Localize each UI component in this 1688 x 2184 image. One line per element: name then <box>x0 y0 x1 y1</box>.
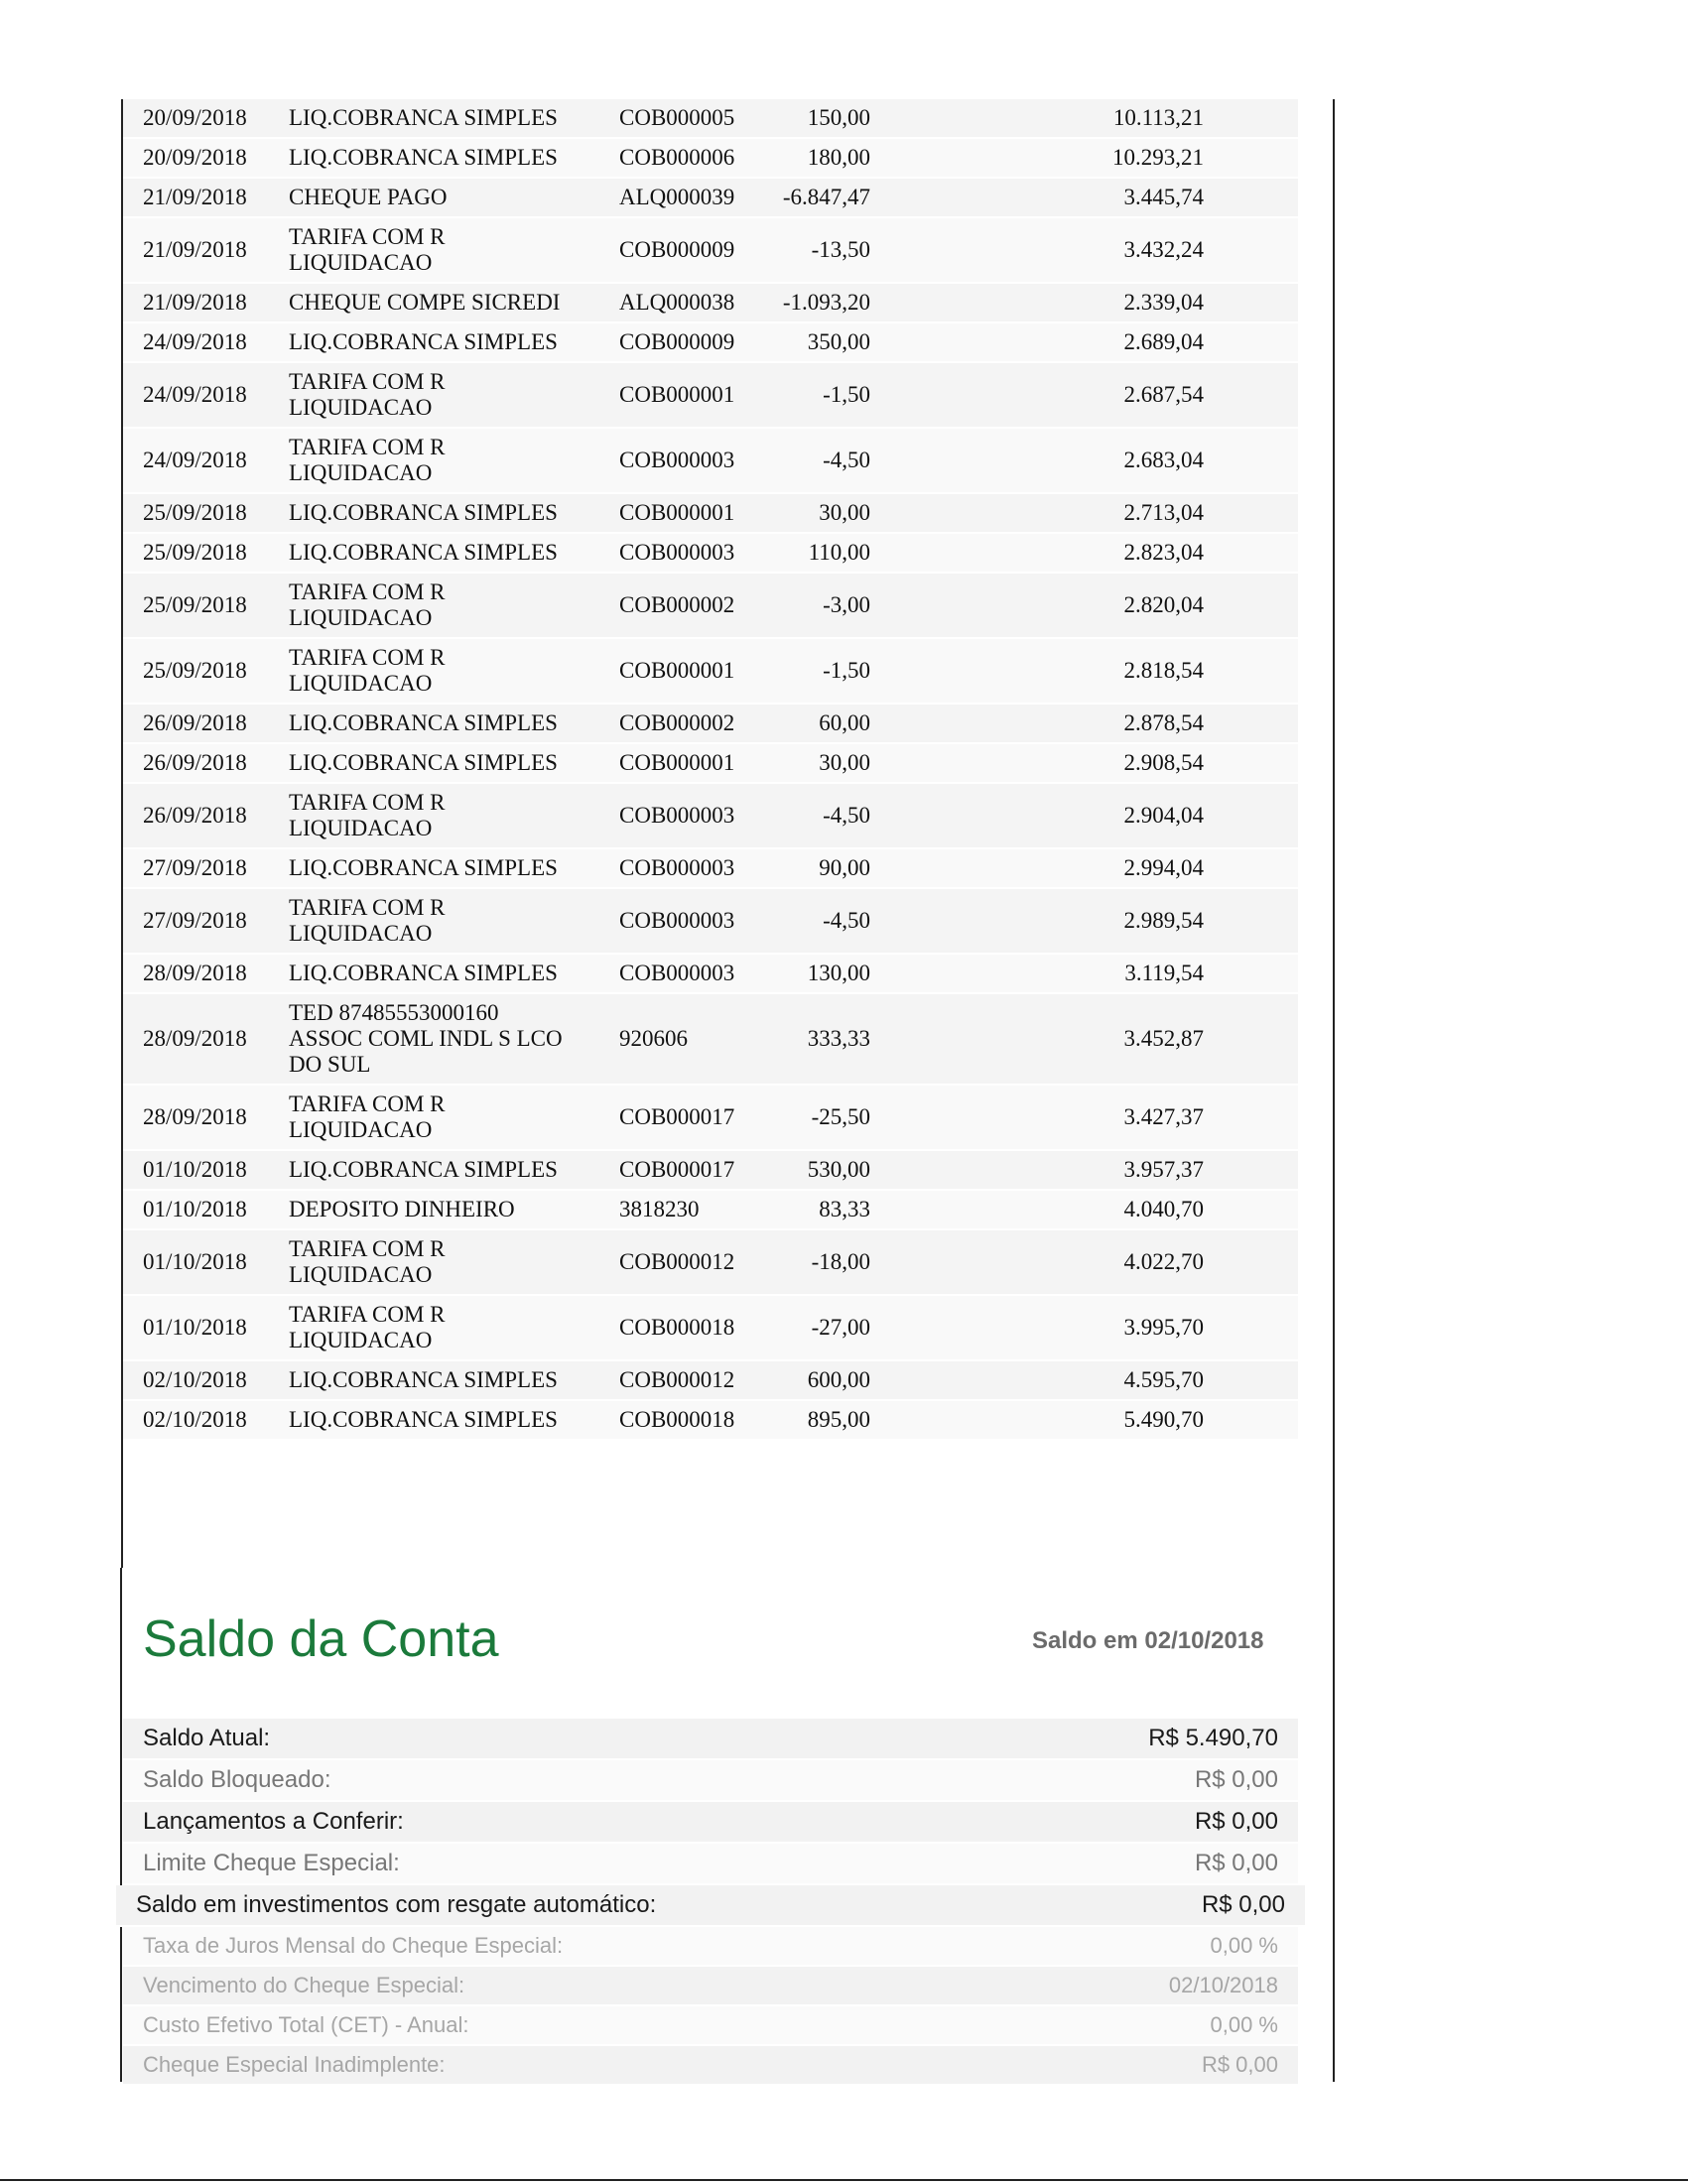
row-balance: 3.445,74 <box>1123 185 1204 209</box>
row-document: COB000003 <box>619 855 735 880</box>
row-value: 150,00 <box>807 105 870 130</box>
row-description-line: DEPOSITO DINHEIRO <box>289 1197 515 1221</box>
row-value: -25,50 <box>811 1104 870 1129</box>
row-value: 60,00 <box>819 710 870 735</box>
row-date: 02/10/2018 <box>143 1367 247 1392</box>
table-row <box>123 955 1298 994</box>
bottom-border <box>0 2179 1688 2181</box>
row-description-line: TARIFA COM R <box>289 1092 446 1116</box>
row-document: COB000012 <box>619 1367 735 1392</box>
table-row <box>123 429 1298 494</box>
row-document: COB000018 <box>619 1315 735 1340</box>
table-row <box>123 784 1298 849</box>
table-row <box>123 323 1298 363</box>
row-balance: 3.452,87 <box>1123 1026 1204 1051</box>
row-value: 895,00 <box>807 1407 870 1432</box>
row-description-line: LIQUIDACAO <box>289 605 433 630</box>
row-value: -4,50 <box>823 803 870 828</box>
row-description-line: TARIFA COM R <box>289 790 446 815</box>
row-document: COB000017 <box>619 1157 735 1182</box>
row-value: -13,50 <box>811 237 870 262</box>
row-description-line: LIQUIDACAO <box>289 1117 433 1142</box>
summary-label: Taxa de Juros Mensal do Cheque Especial: <box>143 1933 564 1958</box>
summary-label: Saldo Bloqueado: <box>143 1766 331 1793</box>
transactions-table <box>123 99 1298 1441</box>
row-description-line: TARIFA COM R <box>289 435 446 459</box>
row-description <box>289 855 619 881</box>
table-row <box>123 744 1298 784</box>
row-balance: 3.432,24 <box>1123 237 1204 262</box>
right-border <box>1333 99 1335 2082</box>
summary-row <box>123 1844 1298 1885</box>
table-row <box>123 639 1298 705</box>
row-document: COB000006 <box>619 145 735 170</box>
table-row <box>123 705 1298 744</box>
row-date: 28/09/2018 <box>143 1104 247 1129</box>
row-document: COB000001 <box>619 750 735 775</box>
row-document: 3818230 <box>619 1197 700 1221</box>
row-description <box>289 1407 619 1433</box>
row-value: 83,33 <box>819 1197 870 1221</box>
row-value: 130,00 <box>807 961 870 985</box>
row-document: COB000012 <box>619 1249 735 1274</box>
saldo-date-label: Saldo em 02/10/2018 <box>1032 1627 1264 1654</box>
row-description-line: LIQ.COBRANCA SIMPLES <box>289 961 558 985</box>
row-description-line: CHEQUE COMPE SICREDI <box>289 290 561 315</box>
row-document: COB000009 <box>619 237 735 262</box>
row-date: 21/09/2018 <box>143 185 247 209</box>
summary-label: Saldo em investimentos com resgate automático: <box>136 1891 657 1918</box>
row-balance: 3.957,37 <box>1123 1157 1204 1182</box>
row-description-line: LIQ.COBRANCA SIMPLES <box>289 145 558 170</box>
row-description <box>289 105 619 131</box>
row-document: COB000002 <box>619 710 735 735</box>
row-description-line: LIQUIDACAO <box>289 460 433 485</box>
saldo-summary <box>123 1719 1298 2086</box>
row-value: -4,50 <box>823 448 870 472</box>
row-balance: 2.904,04 <box>1123 803 1204 828</box>
table-row <box>123 179 1298 218</box>
row-description <box>289 750 619 776</box>
saldo-title: Saldo da Conta <box>143 1610 499 1668</box>
row-date: 01/10/2018 <box>143 1197 247 1221</box>
row-description-line: LIQUIDACAO <box>289 671 433 696</box>
table-row <box>123 849 1298 889</box>
row-value: -27,00 <box>811 1315 870 1340</box>
row-date: 24/09/2018 <box>143 382 247 407</box>
row-balance: 3.427,37 <box>1123 1104 1204 1129</box>
row-description-line: TED 87485553000160 <box>289 1000 499 1025</box>
table-row <box>123 1361 1298 1401</box>
row-description <box>289 500 619 526</box>
row-date: 02/10/2018 <box>143 1407 247 1432</box>
row-description <box>289 710 619 736</box>
row-description-line: LIQUIDACAO <box>289 816 433 840</box>
row-document: COB000002 <box>619 592 735 617</box>
summary-value: 0,00 % <box>1210 1933 1278 1958</box>
row-description-line: DO SUL <box>289 1052 371 1077</box>
table-row <box>123 889 1298 955</box>
row-description <box>289 145 619 171</box>
row-date: 27/09/2018 <box>143 908 247 933</box>
row-date: 26/09/2018 <box>143 750 247 775</box>
row-balance: 2.823,04 <box>1123 540 1204 565</box>
row-description-line: LIQ.COBRANCA SIMPLES <box>289 750 558 775</box>
row-description-line: LIQUIDACAO <box>289 1262 433 1287</box>
row-date: 28/09/2018 <box>143 1026 247 1051</box>
row-document: COB000001 <box>619 382 735 407</box>
summary-row <box>123 2006 1298 2046</box>
table-row <box>123 1086 1298 1151</box>
summary-label: Custo Efetivo Total (CET) - Anual: <box>143 2012 469 2037</box>
row-description-line: TARIFA COM R <box>289 1302 446 1327</box>
row-description <box>289 645 619 697</box>
row-date: 20/09/2018 <box>143 105 247 130</box>
row-description <box>289 1302 619 1353</box>
row-description-line: LIQ.COBRANCA SIMPLES <box>289 500 558 525</box>
row-description <box>289 290 619 316</box>
row-date: 25/09/2018 <box>143 540 247 565</box>
row-document: COB000003 <box>619 448 735 472</box>
row-description <box>289 895 619 947</box>
table-row <box>123 1191 1298 1230</box>
row-document: COB000018 <box>619 1407 735 1432</box>
summary-value: R$ 0,00 <box>1194 1766 1278 1793</box>
row-date: 20/09/2018 <box>143 145 247 170</box>
row-value: 530,00 <box>807 1157 870 1182</box>
row-description-line: LIQ.COBRANCA SIMPLES <box>289 540 558 565</box>
row-document: COB000001 <box>619 500 735 525</box>
row-value: 110,00 <box>808 540 870 565</box>
row-description <box>289 435 619 486</box>
summary-row <box>123 1927 1298 1967</box>
row-description-line: LIQUIDACAO <box>289 395 433 420</box>
row-balance: 2.687,54 <box>1123 382 1204 407</box>
row-description-line: TARIFA COM R <box>289 895 446 920</box>
row-description-line: TARIFA COM R <box>289 1236 446 1261</box>
row-description <box>289 1092 619 1143</box>
summary-value: R$ 0,00 <box>1194 1850 1278 1876</box>
row-value: 333,33 <box>807 1026 870 1051</box>
row-balance: 4.040,70 <box>1123 1197 1204 1221</box>
row-document: COB000003 <box>619 540 735 565</box>
row-date: 24/09/2018 <box>143 329 247 354</box>
row-document: COB000003 <box>619 961 735 985</box>
row-value: 30,00 <box>819 500 870 525</box>
row-description <box>289 1197 619 1222</box>
row-date: 24/09/2018 <box>143 448 247 472</box>
row-description-line: LIQ.COBRANCA SIMPLES <box>289 855 558 880</box>
row-description-line: LIQUIDACAO <box>289 921 433 946</box>
summary-value: R$ 0,00 <box>1194 1808 1278 1835</box>
row-balance: 2.683,04 <box>1123 448 1204 472</box>
row-description <box>289 540 619 566</box>
row-date: 01/10/2018 <box>143 1249 247 1274</box>
summary-row <box>123 1802 1298 1844</box>
row-description <box>289 790 619 841</box>
row-value: 90,00 <box>819 855 870 880</box>
summary-label: Saldo Atual: <box>143 1725 271 1751</box>
summary-label: Lançamentos a Conferir: <box>143 1808 404 1835</box>
row-date: 28/09/2018 <box>143 961 247 985</box>
row-description-line: LIQ.COBRANCA SIMPLES <box>289 1407 558 1432</box>
row-description <box>289 1367 619 1393</box>
summary-label: Cheque Especial Inadimplente: <box>143 2052 446 2077</box>
row-description <box>289 329 619 355</box>
row-value: -1,50 <box>823 658 870 683</box>
row-description-line: CHEQUE PAGO <box>289 185 448 209</box>
table-row <box>123 994 1298 1086</box>
table-row <box>123 363 1298 429</box>
row-description-line: LIQUIDACAO <box>289 250 433 275</box>
row-value: -1,50 <box>823 382 870 407</box>
row-balance: 4.022,70 <box>1123 1249 1204 1274</box>
row-document: COB000001 <box>619 658 735 683</box>
summary-value: R$ 0,00 <box>1201 1891 1285 1918</box>
row-description-line: LIQ.COBRANCA SIMPLES <box>289 1367 558 1392</box>
row-date: 01/10/2018 <box>143 1157 247 1182</box>
summary-value: 02/10/2018 <box>1168 1973 1278 1997</box>
row-description-line: ASSOC COML INDL S LCO <box>289 1026 563 1051</box>
row-description <box>289 961 619 986</box>
summary-row <box>123 1967 1298 2006</box>
row-balance: 2.989,54 <box>1123 908 1204 933</box>
summary-row <box>123 1719 1298 1760</box>
row-balance: 3.995,70 <box>1123 1315 1204 1340</box>
row-description <box>289 369 619 421</box>
row-value: -6.847,47 <box>782 185 870 209</box>
summary-label: Limite Cheque Especial: <box>143 1850 400 1876</box>
row-date: 26/09/2018 <box>143 803 247 828</box>
row-document: ALQ000038 <box>619 290 735 315</box>
table-row <box>123 1401 1298 1441</box>
row-balance: 2.713,04 <box>1123 500 1204 525</box>
row-description <box>289 1157 619 1183</box>
row-balance: 2.908,54 <box>1123 750 1204 775</box>
row-value: -3,00 <box>823 592 870 617</box>
row-balance: 2.339,04 <box>1123 290 1204 315</box>
summary-value: 0,00 % <box>1210 2012 1278 2037</box>
row-description <box>289 579 619 631</box>
row-value: 600,00 <box>807 1367 870 1392</box>
row-balance: 2.820,04 <box>1123 592 1204 617</box>
row-description <box>289 224 619 276</box>
table-row <box>123 574 1298 639</box>
row-date: 27/09/2018 <box>143 855 247 880</box>
summary-row <box>116 1885 1305 1927</box>
row-description-line: TARIFA COM R <box>289 579 446 604</box>
summary-label: Vencimento do Cheque Especial: <box>143 1973 465 1997</box>
row-description <box>289 1000 619 1078</box>
table-row <box>123 534 1298 574</box>
row-date: 26/09/2018 <box>143 710 247 735</box>
row-description-line: LIQ.COBRANCA SIMPLES <box>289 329 558 354</box>
row-date: 25/09/2018 <box>143 500 247 525</box>
row-balance: 2.689,04 <box>1123 329 1204 354</box>
row-date: 25/09/2018 <box>143 658 247 683</box>
row-description-line: LIQ.COBRANCA SIMPLES <box>289 105 558 130</box>
row-description <box>289 185 619 210</box>
row-date: 21/09/2018 <box>143 237 247 262</box>
row-value: -4,50 <box>823 908 870 933</box>
row-date: 25/09/2018 <box>143 592 247 617</box>
row-document: COB000017 <box>619 1104 735 1129</box>
summary-value: R$ 0,00 <box>1201 2052 1278 2077</box>
row-date: 21/09/2018 <box>143 290 247 315</box>
row-document: COB000009 <box>619 329 735 354</box>
row-document: 920606 <box>619 1026 688 1051</box>
table-row <box>123 494 1298 534</box>
row-value: 180,00 <box>807 145 870 170</box>
row-description-line: TARIFA COM R <box>289 224 446 249</box>
row-description-line: LIQ.COBRANCA SIMPLES <box>289 710 558 735</box>
row-document: ALQ000039 <box>619 185 735 209</box>
table-row <box>123 99 1298 139</box>
table-row <box>123 139 1298 179</box>
row-balance: 2.994,04 <box>1123 855 1204 880</box>
row-document: COB000003 <box>619 803 735 828</box>
table-row <box>123 1230 1298 1296</box>
row-balance: 3.119,54 <box>1124 961 1204 985</box>
summary-value: R$ 5.490,70 <box>1148 1725 1278 1751</box>
table-row <box>123 1296 1298 1361</box>
row-balance: 2.878,54 <box>1123 710 1204 735</box>
row-balance: 10.293,21 <box>1112 145 1204 170</box>
row-document: COB000003 <box>619 908 735 933</box>
row-value: -18,00 <box>811 1249 870 1274</box>
row-balance: 10.113,21 <box>1112 105 1204 130</box>
row-date: 01/10/2018 <box>143 1315 247 1340</box>
summary-row <box>123 1760 1298 1802</box>
row-balance: 4.595,70 <box>1123 1367 1204 1392</box>
table-row <box>123 284 1298 323</box>
table-row <box>123 218 1298 284</box>
table-row <box>123 1151 1298 1191</box>
row-value: -1.093,20 <box>782 290 870 315</box>
row-value: 350,00 <box>807 329 870 354</box>
row-description-line: LIQ.COBRANCA SIMPLES <box>289 1157 558 1182</box>
summary-row <box>123 2046 1298 2086</box>
left-border-lower <box>120 1568 122 2082</box>
row-value: 30,00 <box>819 750 870 775</box>
row-document: COB000005 <box>619 105 735 130</box>
row-description-line: TARIFA COM R <box>289 645 446 670</box>
row-balance: 5.490,70 <box>1123 1407 1204 1432</box>
row-description <box>289 1236 619 1288</box>
row-description-line: LIQUIDACAO <box>289 1328 433 1352</box>
row-description-line: TARIFA COM R <box>289 369 446 394</box>
row-balance: 2.818,54 <box>1123 658 1204 683</box>
